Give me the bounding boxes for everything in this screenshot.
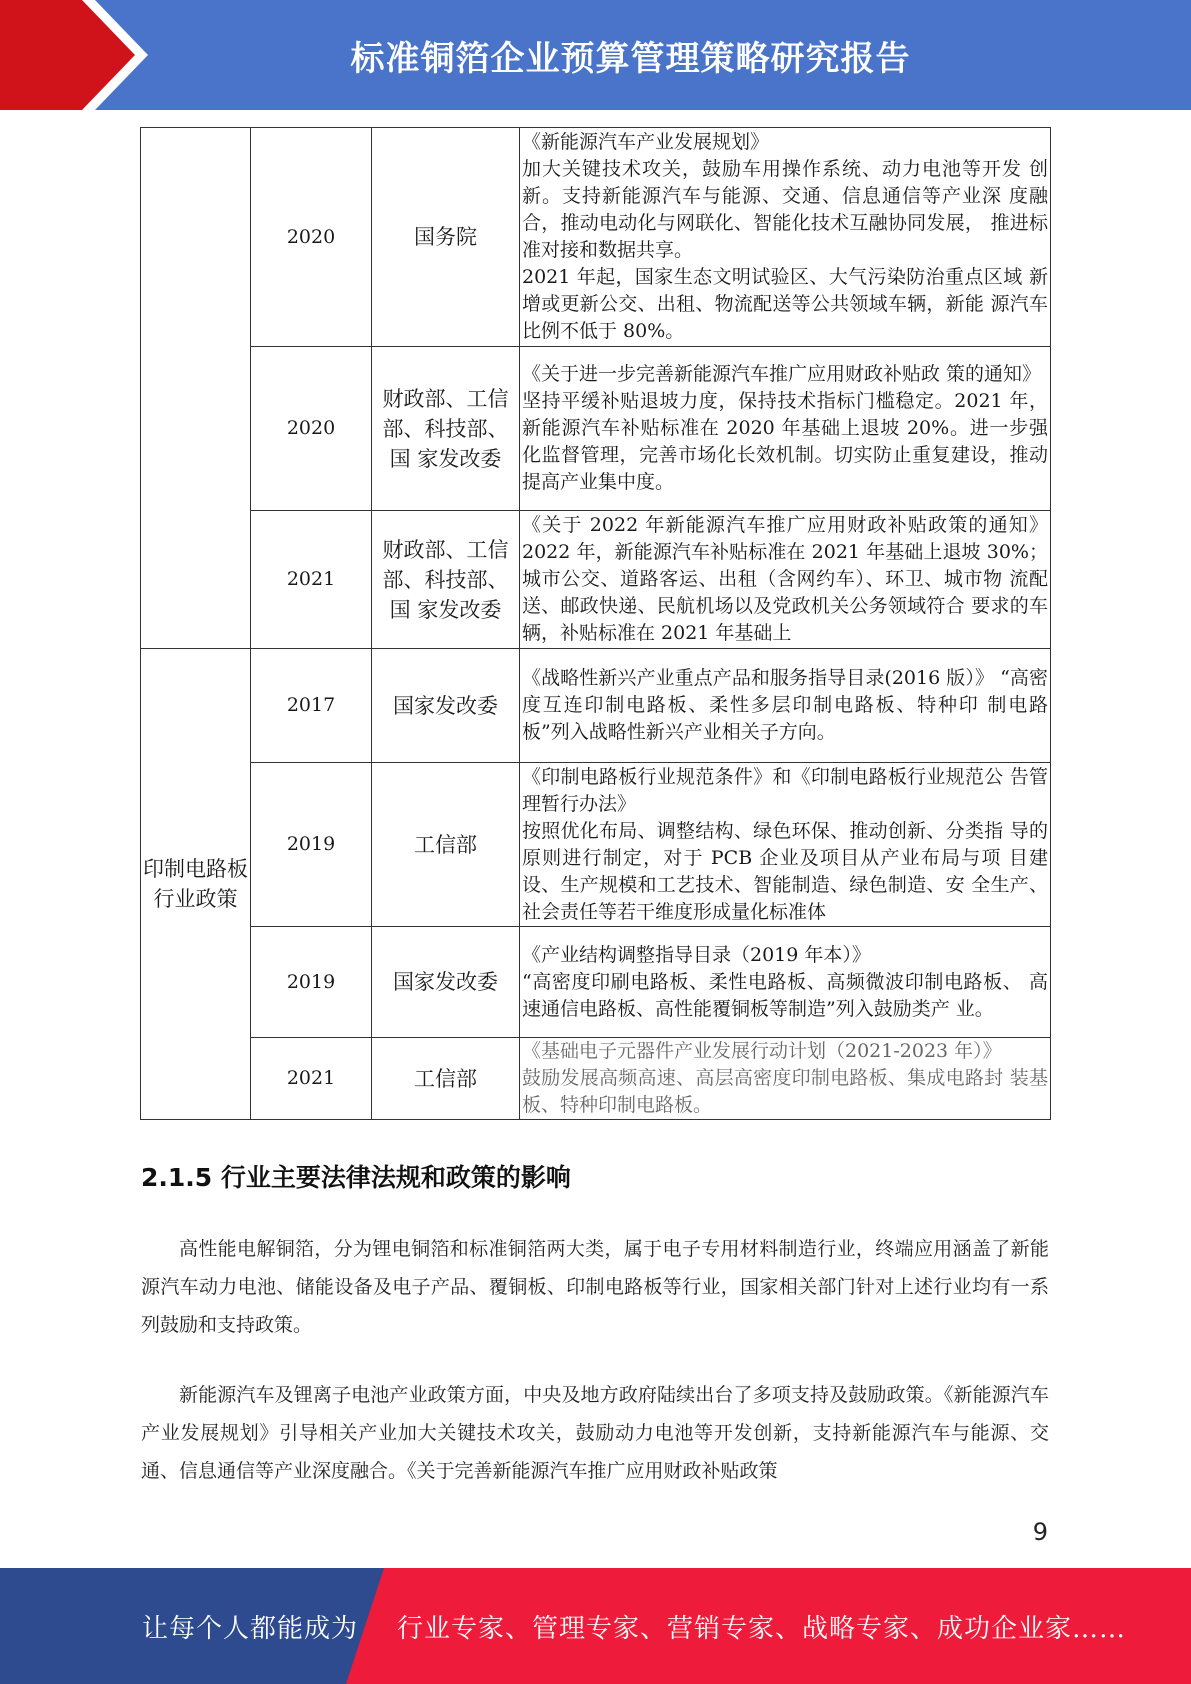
table-cell-content: 《产业结构调整指导目录（2019 年本）》 “高密度印刷电路板、柔性电路板、高频微波印制电路板、 高速通信电路板、高性能覆铜板等制造”列入鼓励类产 业。 [520, 927, 1051, 1038]
table-cell-content: 《基础电子元器件产业发展行动计划（2021-2023 年）》 鼓励发展高频高速、高层高密度印制电路板、集成电路封 装基板、特种印制电路板。 [520, 1038, 1051, 1120]
footer-slogan-left: 让每个人都能成为 [142, 1613, 359, 1644]
table-cell-year: 2020 [251, 128, 372, 347]
footer-slogan-right: 行业专家、管理专家、营销专家、战略专家、成功企业家…… [397, 1613, 1127, 1644]
table-row [141, 511, 1051, 649]
table-cell-year: 2021 [251, 1038, 372, 1120]
table-cell-content: 《战略性新兴产业重点产品和服务指导目录(2016 版）》 “高密度互连印制电路板、柔性多层印制电路板、特种印 制电路板”列入战略性新兴产业相关子方向。 [520, 649, 1051, 763]
table-cell-category: 印制电路板行业政策 [141, 649, 251, 1120]
table-cell-department: 国家发改委 [372, 649, 520, 763]
header-title: 标准铜箔企业预算管理策略研究报告 [350, 38, 911, 79]
body-paragraph: 高性能电解铜箔，分为锂电铜箔和标准铜箔两大类，属于电子专用材料制造行业，终端应用涵盖了新能源汽车动力电池、储能设备及电子产品、覆铜板、印制电路板等行业，国家相关部门针对上述行业均有一系列鼓励和支持政策。 [141, 1238, 1049, 1336]
table-cell-department: 国务院 [372, 128, 520, 347]
table-row [141, 763, 1051, 927]
table-cell-department: 财政部、工信部、科技部、国 家发改委 [372, 347, 520, 511]
table-row [141, 347, 1051, 511]
table-row [141, 649, 1051, 763]
table-cell-department: 财政部、工信部、科技部、国 家发改委 [372, 511, 520, 649]
table-cell-department: 国家发改委 [372, 927, 520, 1038]
table-cell-year: 2017 [251, 649, 372, 763]
table-cell-content: 《关于进一步完善新能源汽车推广应用财政补贴政 策的通知》 坚持平缓补贴退坡力度，保持技术指标门槛稳定。2021 年，新能源汽车补贴标准在 2020 年基础上退坡 20%。进一步强化监督管理，完善市场化长效机制。切实防止重复建设，推动提高产业集中度。 [520, 347, 1051, 511]
body-paragraph: 新能源汽车及锂离子电池产业政策方面，中央及地方政府陆续出台了多项支持及鼓励政策。《新能源汽车产业发展规划》引导相关产业加大关键技术攻关，鼓励动力电池等开发创新，支持新能源汽车与能源、交通、信息通信等产业深度融合。《关于完善新能源汽车推广应用财政补贴政策 [141, 1384, 1049, 1482]
policy-table [140, 127, 1051, 1120]
table-row [141, 128, 1051, 347]
table-cell-content: 《关于 2022 年新能源汽车推广应用财政补贴政策的通知》 2022 年，新能源汽车补贴标准在 2021 年基础上退坡 30%； 城市公交、道路客运、出租（含网约车）、环卫、城市物 流配送、邮政快递、民航机场以及党政机关公务领域符合 要求的车辆，补贴标准在 2021 年基础上 [520, 511, 1051, 649]
page-number: 9 [1032, 1518, 1048, 1546]
table-cell-department: 工信部 [372, 1038, 520, 1120]
table-cell-year: 2019 [251, 927, 372, 1038]
table-row [141, 1038, 1051, 1120]
table-row [141, 927, 1051, 1038]
table-cell-department: 工信部 [372, 763, 520, 927]
table-cell-year: 2021 [251, 511, 372, 649]
table-cell-content: 《新能源汽车产业发展规划》 加大关键技术攻关，鼓励车用操作系统、动力电池等开发 创新。支持新能源汽车与能源、交通、信息通信等产业深 度融合，推动电动化与网联化、智能化技术互融协同发展， 推进标准对接和数据共享。 2021 年起，国家生态文明试验区、大气污染防治重点区域 新增或更新公交、出租、物流配送等公共领域车辆，新能 源汽车比例不低于 80%。 [520, 128, 1051, 347]
table-cell-category [141, 128, 251, 649]
page-header [0, 0, 1191, 110]
table-cell-year: 2019 [251, 763, 372, 927]
section-heading: 2.1.5 行业主要法律法规和政策的影响 [141, 1163, 571, 1192]
table-cell-year: 2020 [251, 347, 372, 511]
table-cell-content: 《印制电路板行业规范条件》和《印制电路板行业规范公 告管理暂行办法》 按照优化布局、调整结构、绿色环保、推动创新、分类指 导的原则进行制定，对于 PCB 企业及项目从产业布局与项 目建设、生产规模和工艺技术、智能制造、绿色制造、安 全生产、社会责任等若干维度形成量化标准体 [520, 763, 1051, 927]
page-footer [0, 1568, 1191, 1684]
